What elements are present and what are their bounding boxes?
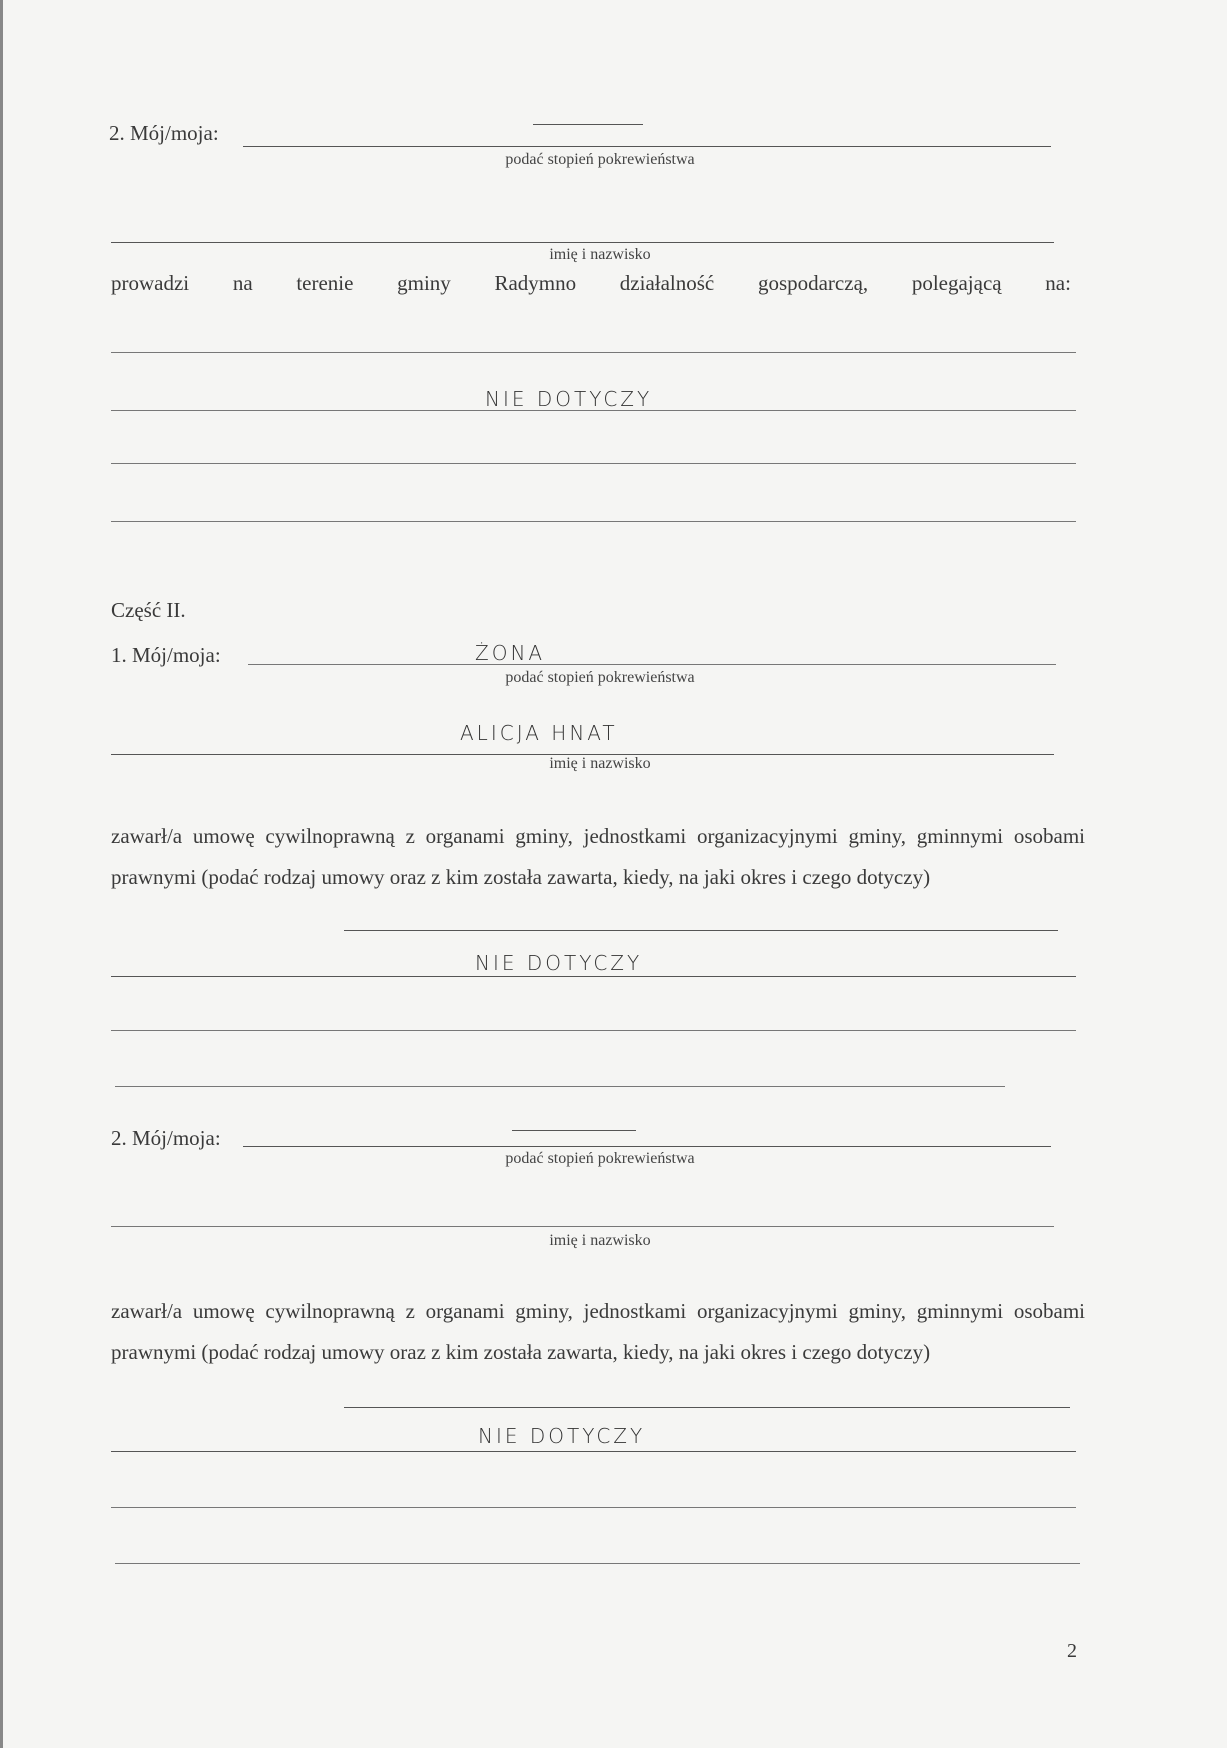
relation-caption: podać stopień pokrewieństwa [505, 1150, 695, 1167]
activity-word: prowadzi [111, 271, 190, 295]
activity-line-4[interactable] [111, 521, 1076, 522]
contract-line-3[interactable] [115, 1563, 1080, 1564]
activity-word: Radymno [494, 271, 577, 295]
item-label: 2. Mój/moja: [111, 1126, 221, 1150]
activity-word: działalność [619, 271, 715, 295]
name-caption: imię i nazwisko [549, 246, 651, 263]
relation-field[interactable] [248, 664, 1056, 665]
activity-line-1[interactable] [111, 352, 1076, 353]
activity-word: gospodarczą, [757, 271, 869, 295]
relation-caption: podać stopień pokrewieństwa [505, 669, 695, 686]
activity-word: polegającą [911, 271, 1002, 295]
handwritten-answer: NIE DOTYCZY [478, 1424, 646, 1448]
contract-text: zawarł/a umowę cywilnoprawną z organami gminy, jednostkami organizacyjnymi gminy, gminnymi osobami prawnymi (podać rodzaj umowy oraz z kim została zawarta, kiedy, na jaki okres i czego dotyczy) [111, 1299, 1085, 1364]
handwritten-answer: NIE DOTYCZY [485, 387, 653, 411]
contract-line-2[interactable] [111, 1030, 1076, 1031]
name-caption: imię i nazwisko [549, 755, 651, 772]
handwritten-relation: ŻONA [475, 641, 546, 665]
contract-line-2[interactable] [111, 1507, 1076, 1508]
activity-word: na: [1045, 271, 1071, 295]
name-field[interactable] [111, 242, 1054, 243]
activity-word: gminy [397, 271, 451, 295]
handwritten-answer: NIE DOTYCZY [475, 951, 643, 975]
part-heading: Część II. [111, 598, 186, 622]
page-number: 2 [1067, 1640, 1077, 1662]
contract-field[interactable] [344, 1407, 1070, 1408]
activity-word: terenie [296, 271, 354, 295]
item-label: 1. Mój/moja: [111, 643, 221, 667]
relation-field[interactable] [243, 146, 1051, 147]
activity-word: na [232, 271, 253, 295]
dash-mark [533, 124, 643, 125]
scan-left-edge [0, 0, 3, 1748]
contract-text: zawarł/a umowę cywilnoprawną z organami gminy, jednostkami organizacyjnymi gminy, gminnymi osobami prawnymi (podać rodzaj umowy oraz z kim została zawarta, kiedy, na jaki okres i czego dotyczy) [111, 824, 1085, 889]
item-label: 2. Mój/moja: [109, 121, 219, 145]
relation-field[interactable] [243, 1146, 1051, 1147]
activity-line-2[interactable] [111, 410, 1076, 411]
contract-line-3[interactable] [115, 1086, 1005, 1087]
contract-line-1[interactable] [111, 1451, 1076, 1452]
dash-mark [512, 1130, 636, 1131]
activity-text [111, 271, 1071, 296]
relation-caption: podać stopień pokrewieństwa [505, 151, 695, 168]
activity-line-3[interactable] [111, 463, 1076, 464]
handwritten-name: ALICJA HNAT [460, 721, 618, 745]
contract-line-1[interactable] [111, 976, 1076, 977]
name-field[interactable] [111, 1226, 1054, 1227]
contract-field[interactable] [344, 930, 1058, 931]
name-caption: imię i nazwisko [549, 1232, 651, 1249]
